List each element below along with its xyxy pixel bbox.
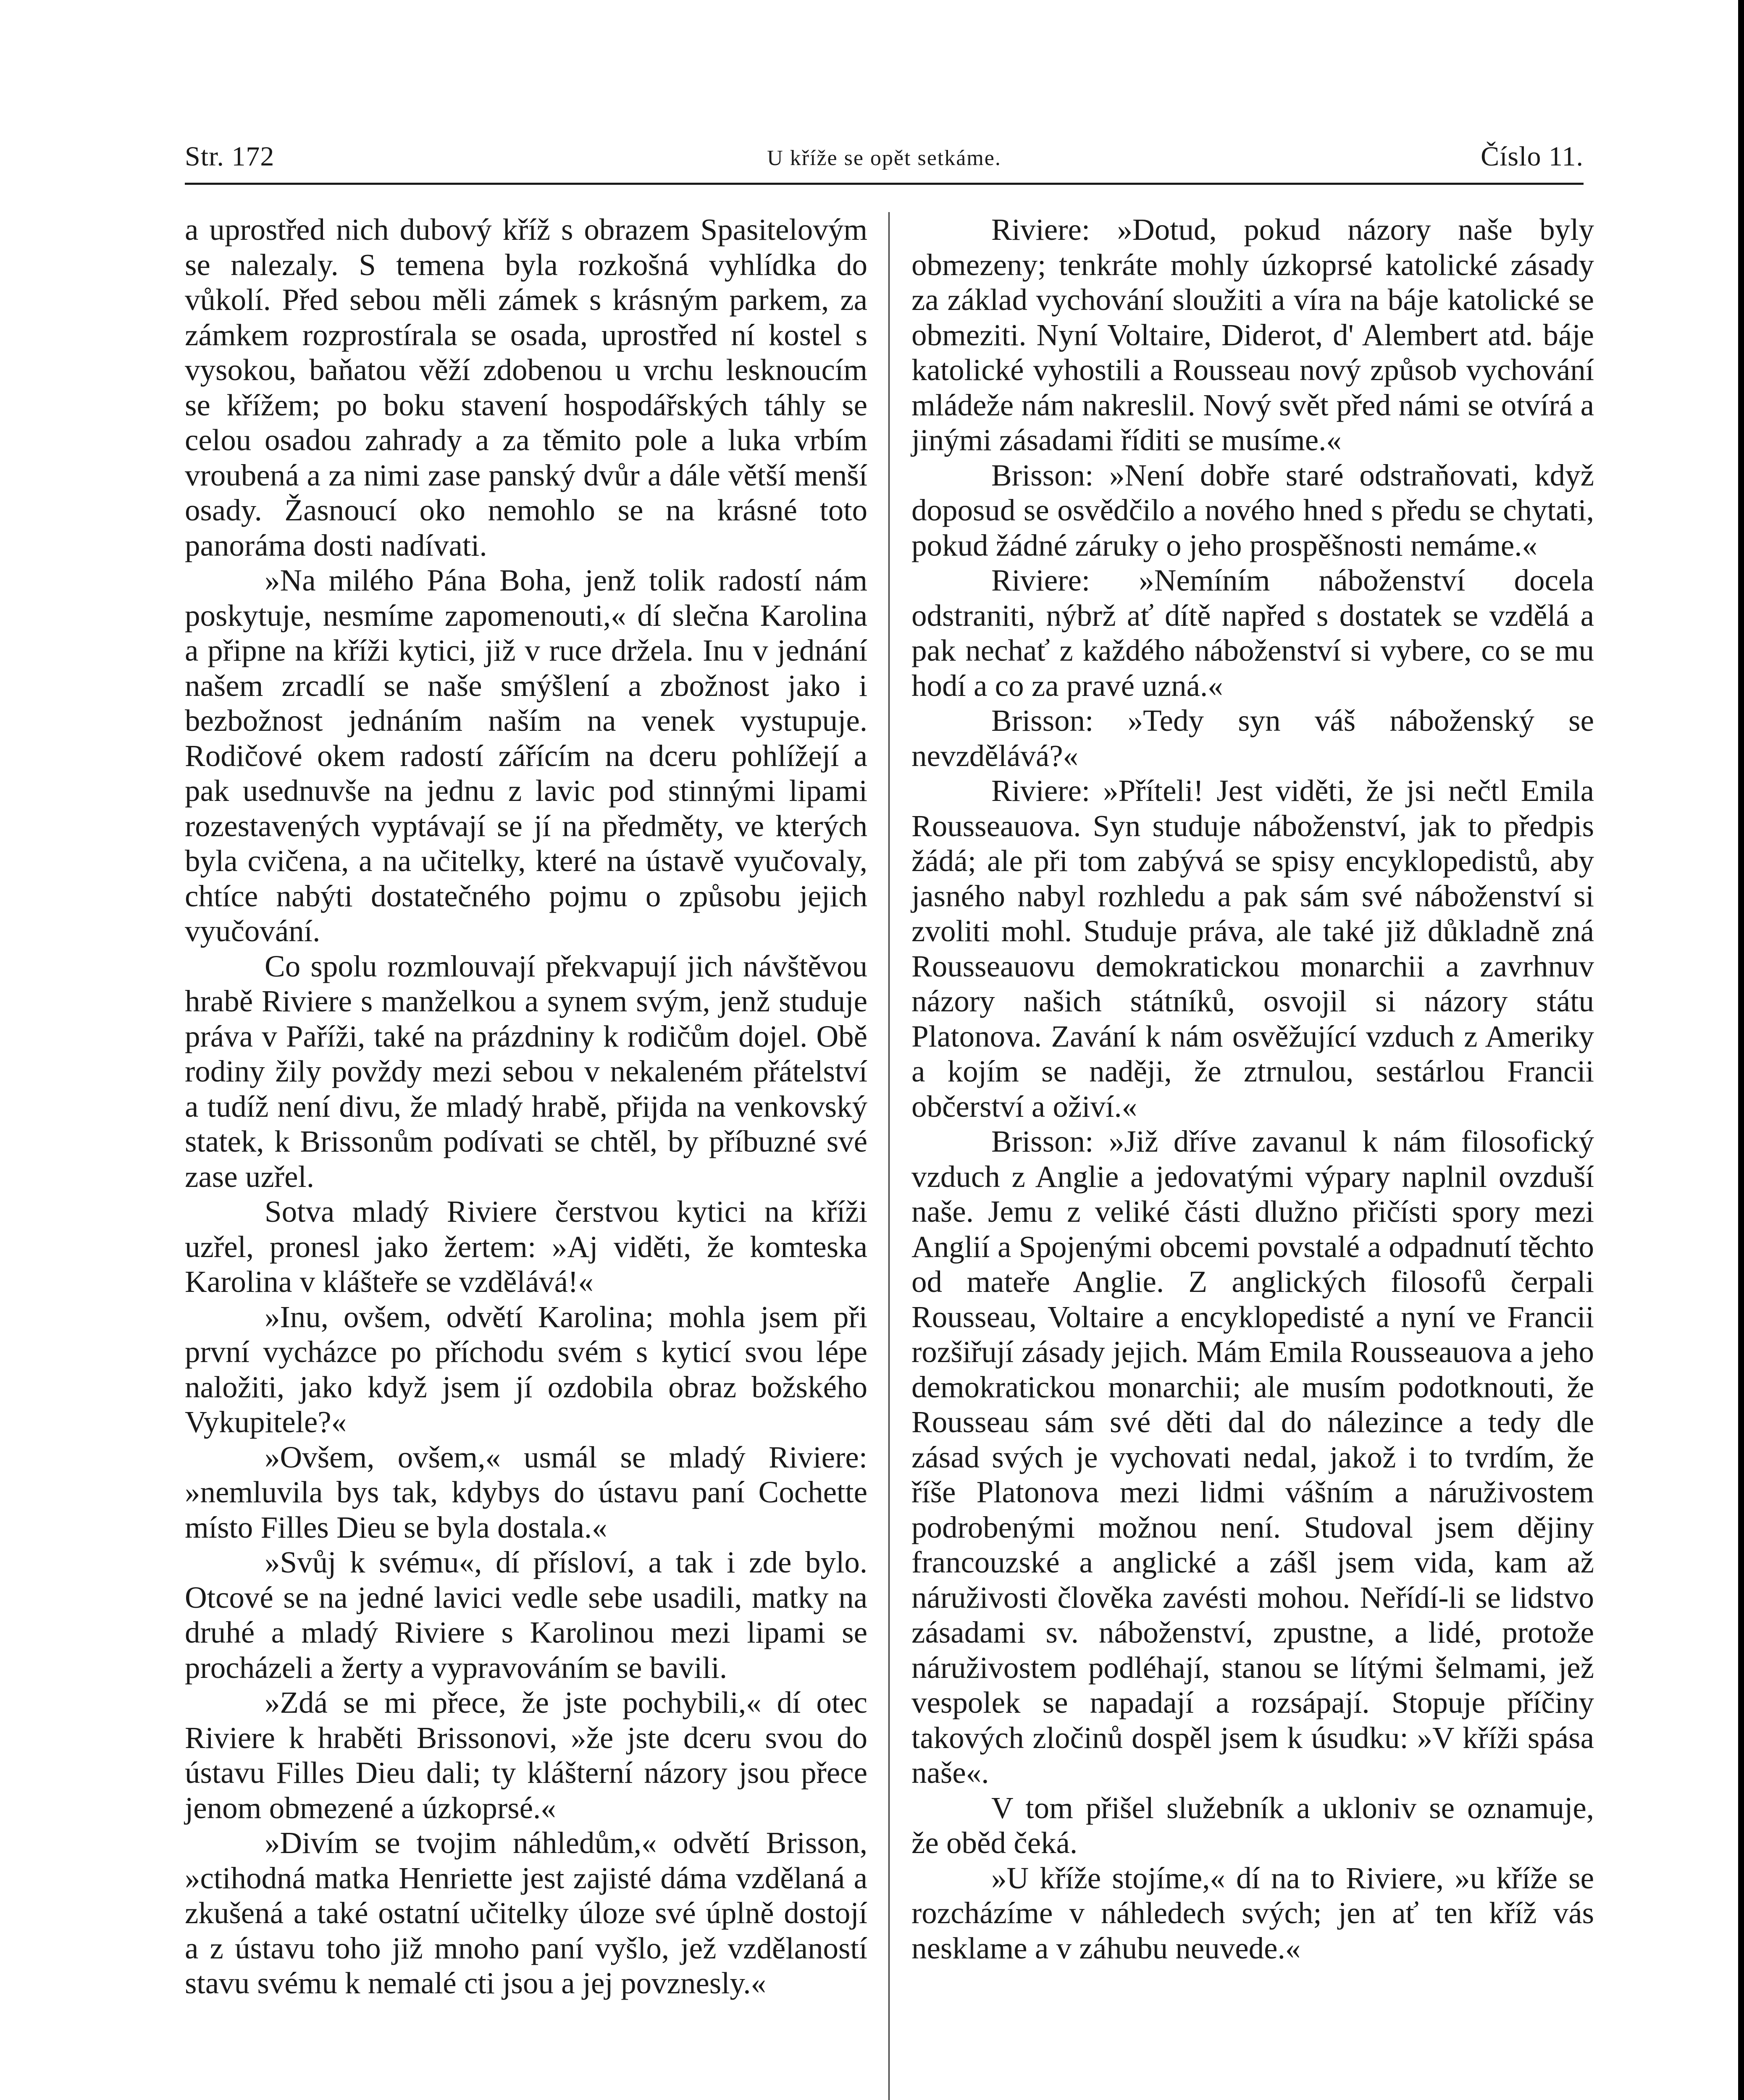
paragraph: V tom přišel služebník a ukloniv se oznamuje, že oběd čeká. bbox=[911, 1790, 1594, 1860]
paragraph: »Divím se tvojim náhledům,« odvětí Brisson, »ctihodná matka Henriette jest zajisté dáma vzdělaná a zkušená a také ostatní učitelky úloze své úplně dostojí a z ústavu toho již mnoho paní vyšlo, jež vzdělaností stavu svému k nemalé cti jsou a jej povznesly.« bbox=[185, 1826, 867, 2000]
paragraph: »U kříže stojíme,« dí na to Riviere, »u kříže se rozcházíme v náhledech svých; jen ať ten kříž vás nesklame a v záhubu neuvede.« bbox=[911, 1861, 1594, 1965]
paragraph: Riviere: »Příteli! Jest viděti, že jsi nečtl Emila Rousseauova. Syn studuje náboženství, jak to předpis žádá; ale při tom zabývá se spisy encyklopedistů, aby jasného nabyl rozhledu a pak sám své náboženství si zvoliti mohl. Studuje práva, ale také již důkladně zná Rousseauovu demokratickou monarchii a zavrhnuv názory našich státníků, osvojil si názory státu Platonova. Zavání k nám osvěžující vzduch z Ameriky a kojím se naději, že ztrnulou, sestárlou Francii občerství a oživí.« bbox=[911, 774, 1594, 1124]
left-column bbox=[185, 212, 867, 2001]
page-header bbox=[185, 141, 1584, 178]
paragraph: »Inu, ovšem, odvětí Karolina; mohla jsem při první vycházce po příchodu svém s kyticí svou lépe naložiti, jako když jsem jí ozdobila obraz božského Vykupitele?« bbox=[185, 1299, 867, 1439]
paragraph: Brisson: »Již dříve zavanul k nám filosofický vzduch z Anglie a jedovatými výpary naplnil ovzduší naše. Jemu z veliké části dlužno přičísti spory mezi Anglií a Spojenými obcemi povstalé a odpadnutí těchto od mateře Anglie. Z anglických filosofů čerpali Rousseau, Voltaire a encyklopedisté a nyní ve Francii rozšiřují zásady jejich. Mám Emila Rousseauova a jeho demokratickou monarchii; ale musím podotknouti, že Rousseau sám své děti dal do nálezince a tedy dle zásad svých je vychovati nedal, jakož i to tvrdím, že říše Platonova mezi lidmi vášním a náruživostem podrobenými možnou není. Studoval jsem dějiny francouzské a anglické a zášl jsem vida, kam až náruživosti člověka zavésti mohou. Neřídí-li se lidstvo zásadami sv. náboženství, zpustne, a lidé, protože náruživostem podléhají, stanou se lítými šelmami, jež vespolek se napadají a rozsápají. Stopuje příčiny takových zločinů dospěl jsem k úsudku: »V kříži spása naše«. bbox=[911, 1124, 1594, 1790]
paragraph: »Zdá se mi přece, že jste pochybili,« dí otec Riviere k hraběti Brissonovi, »že jste dceru svou do ústavu Filles Dieu dali; ty klášterní názory jsou přece jenom obmezené a úzkoprsé.« bbox=[185, 1685, 867, 1825]
paragraph: Riviere: »Nemíním náboženství docela odstraniti, nýbrž ať dítě napřed s dostatek se vzdělá a pak nechať z každého náboženství si vybere, co se mu hodí a co za pravé uzná.« bbox=[911, 563, 1594, 703]
paragraph: Riviere: »Dotud, pokud názory naše byly obmezeny; tenkráte mohly úzkoprsé katolické zásady za základ vychování sloužiti a víra na báje katolické se obmeziti. Nyní Voltaire, Diderot, d' Alembert atd. báje katolické vyhostili a Rousseau nový způsob vychování mládeže nám nakreslil. Nový svět před námi se otvírá a jinými zásadami říditi se musíme.« bbox=[911, 213, 1594, 457]
paragraph: »Svůj k svému«, dí přísloví, a tak i zde bylo. Otcové se na jedné lavici vedle sebe usadili, matky na druhé a mladý Riviere s Karolinou mezi lipami se procházeli a žerty a vypravováním se bavili. bbox=[185, 1545, 867, 1685]
header-rule bbox=[185, 183, 1584, 185]
right-column bbox=[911, 212, 1594, 1966]
paragraph: Co spolu rozmlouvají překvapují jich návštěvou hrabě Riviere s manželkou a synem svým, jenž studuje práva v Paříži, také na prázdniny k rodičům dojel. Obě rodiny žily povždy mezi sebou v nekaleném přátelství a tudíž není divu, že mladý hrabě, přijda na venkovský statek, k Brissonům podívati se chtěl, by příbuzné své zase uzřel. bbox=[185, 949, 867, 1194]
paragraph: »Na milého Pána Boha, jenž tolik radostí nám poskytuje, nesmíme zapomenouti,« dí slečna Karolina a připne na kříži kytici, již v ruce držela. Inu v jednání našem zrcadlí se naše smýšlení a zbožnost jako i bezbožnost jednáním naším na venek vystupuje. Rodičové okem radostí zářícím na dceru pohlížejí a pak usednuvše na jednu z lavic pod stinnými lipami rozestavených vyptávají se jí na předměty, ve kterých byla cvičena, a na učitelky, které na ústavě vyučovaly, chtíce nabýti dostatečného pojmu o způsobu jejich vyučování. bbox=[185, 563, 867, 948]
paragraph: a uprostřed nich dubový kříž s obrazem Spasitelovým se nalezaly. S temena byla rozkošná vyhlídka do vůkolí. Před sebou měli zámek s krásným parkem, za zámkem rozprostírala se osada, uprostřed ní kostel s vysokou, baňatou věží zdobenou u vrchu lesknoucím se křížem; po boku stavení hospodářských táhly se celou osadou zahrady a za těmito pole a luka vrbím vroubená a za nimi zase panský dvůr a dále větší menší osady. Žasnoucí oko nemohlo se na krásné toto panoráma dosti nadívati. bbox=[185, 213, 867, 562]
running-title: U kříže se opět setkáme. bbox=[767, 146, 1001, 170]
paragraph: Sotva mladý Riviere čerstvou kytici na kříži uzřel, pronesl jako žertem: »Aj viděti, že komteska Karolina v klášteře se vzdělává!« bbox=[185, 1194, 867, 1299]
issue-number: Číslo 11. bbox=[1481, 141, 1584, 172]
paragraph: Brisson: »Tedy syn váš náboženský se nevzdělává?« bbox=[911, 704, 1594, 773]
paragraph: Brisson: »Není dobře staré odstraňovati, když doposud se osvědčilo a nového hned s předu se chytati, pokud žádné záruky o jeho prospěšnosti nemáme.« bbox=[911, 458, 1594, 562]
paragraph: »Ovšem, ovšem,« usmál se mladý Riviere: »nemluvila bys tak, kdybys do ústavu paní Cochette místo Filles Dieu se byla dostala.« bbox=[185, 1440, 867, 1544]
column-divider bbox=[888, 212, 890, 2100]
scan-edge bbox=[1738, 0, 1744, 2100]
page-number: Str. 172 bbox=[185, 141, 275, 172]
